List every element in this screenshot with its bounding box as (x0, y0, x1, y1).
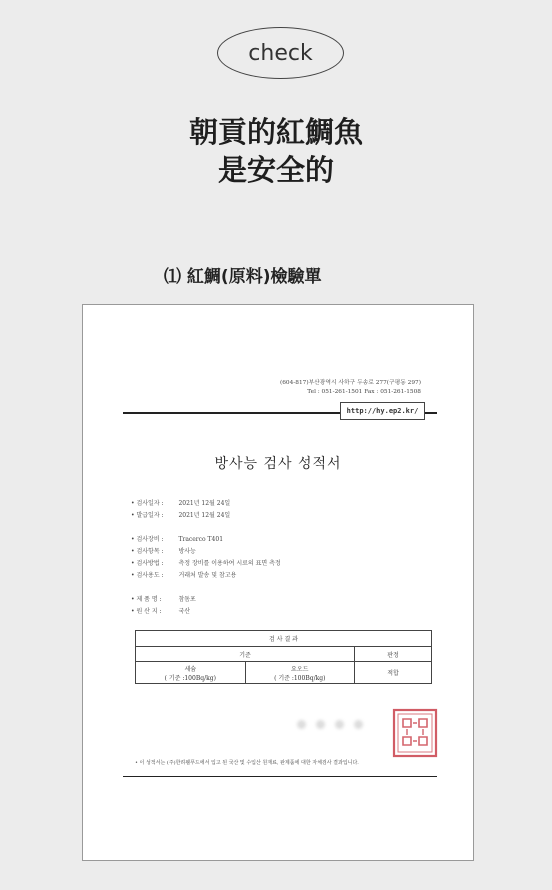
redacted-signature (297, 720, 363, 729)
field-purpose: • 검사용도 : 거래처 발송 및 참고용 (131, 572, 237, 579)
cesium-label: 세슘 (184, 665, 197, 673)
field-inspection-date: • 검사일자 : 2021년 12월 24일 (131, 500, 231, 507)
blur-dot (316, 720, 325, 729)
field-origin: • 원 산 지 : 국산 (131, 608, 191, 615)
field-key: 발급일자 : (136, 512, 164, 519)
iodine-standard: ( 기준 :100Bq/kg) (274, 674, 326, 682)
company-address (280, 379, 421, 397)
company-url: http://hy.ep2.kr/ (340, 402, 425, 420)
field-value: 거래처 발송 및 참고용 (178, 572, 237, 579)
document-footer: • 이 성적서는 (주)한려웰푸드에서 입고 된 국산 및 수입산 원재료, 완제품에 대한 자체검사 결과입니다. (135, 760, 359, 766)
headline (0, 113, 552, 189)
section-label: ⑴ 紅鯛(原料)檢驗單 (164, 267, 322, 287)
footer-rule (123, 776, 437, 777)
blur-dot (354, 720, 363, 729)
cesium-standard: ( 기준 :100Bq/kg) (164, 674, 216, 682)
field-key: 검사일자 : (136, 500, 164, 507)
company-seal-stamp (391, 707, 439, 759)
field-value: 참돔포 (178, 596, 196, 603)
field-key: 제 품 명 : (136, 596, 162, 603)
field-value: 측정 장비를 이용하여 시료의 표면 측정 (178, 560, 281, 567)
field-value: 2021년 12월 24일 (178, 512, 231, 519)
document-title: 방사능 검사 성적서 (214, 456, 342, 472)
field-value: 국산 (178, 608, 191, 615)
table-cell-iodine (245, 662, 355, 684)
field-equipment: • 검사장비 : Tracerco T401 (131, 536, 224, 543)
blur-dot (335, 720, 344, 729)
field-item: • 검사항목 : 방사능 (131, 548, 196, 555)
table-judgement-header: 판정 (355, 647, 432, 662)
contact-line: Tel : 051-261-1501 Fax : 051-261-1508 (307, 389, 421, 395)
field-value: Tracerco T401 (178, 536, 224, 543)
field-issue-date: • 발급일자 : 2021년 12월 24일 (131, 512, 231, 519)
table-cell-judgement: 적합 (355, 662, 432, 684)
field-key: 검사용도 : (136, 572, 164, 579)
field-value: 방사능 (178, 548, 196, 555)
field-key: 검사장비 : (136, 536, 164, 543)
table-title: 검 사 결 과 (136, 631, 432, 647)
check-badge: check (217, 27, 344, 79)
certificate-document (82, 304, 474, 861)
field-value: 2021년 12월 24일 (178, 500, 231, 507)
field-method: • 검사방법 : 측정 장비를 이용하여 시료의 표면 측정 (131, 560, 281, 567)
address-line: (604-817)부산광역시 사하구 두송로 277(구평동 297) (279, 380, 421, 386)
field-product: • 제 품 명 : 참돔포 (131, 596, 196, 603)
headline-line-1: 朝貢的紅鯛魚 (188, 115, 363, 149)
result-table (135, 630, 432, 684)
field-key: 검사방법 : (136, 560, 164, 567)
table-group-header: 기준 (136, 647, 355, 662)
blur-dot (297, 720, 306, 729)
table-cell-cesium (136, 662, 246, 684)
iodine-label: 요오드 (291, 665, 309, 673)
field-key: 검사항목 : (136, 548, 164, 555)
headline-line-2: 是安全的 (217, 153, 334, 187)
field-key: 원 산 지 : (136, 608, 162, 615)
